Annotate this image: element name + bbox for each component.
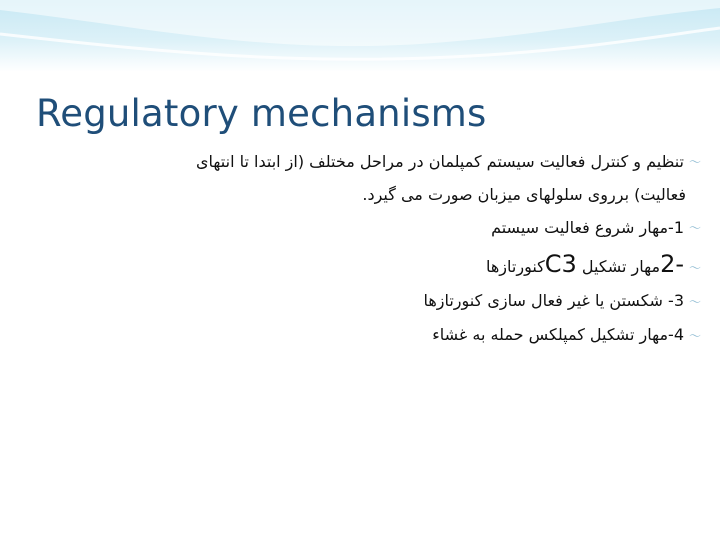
wave-bullet-icon: 〜 <box>688 294 701 309</box>
bullet-item <box>80 284 702 318</box>
bullet-prefix: مهار تشکیل <box>581 257 661 276</box>
slide-title: Regulatory mechanisms <box>36 92 487 135</box>
bullet-code: C3 <box>544 250 577 278</box>
wave-bullet-icon: 〜 <box>688 155 701 169</box>
bullet-text: 4-مهار تشکیل کمپلکس حمله به غشاء <box>432 325 684 344</box>
wave-bullet-icon: 〜 <box>688 328 701 343</box>
bullet-suffix: کنورتازها <box>485 257 545 276</box>
bullet-continuation <box>80 178 702 211</box>
bullet-item <box>80 318 702 352</box>
bullet-item <box>80 244 702 284</box>
bullet-continuation-text: فعالیت) برروی سلولهای میزبان صورت می گیرد. <box>362 185 686 204</box>
bullet-item <box>80 145 702 178</box>
bullet-text: 1-مهار شروع فعالیت سیستم <box>491 218 684 237</box>
bullet-text: 3- شکستن یا غیر فعال سازی کنورتازها <box>423 291 684 310</box>
header-swoosh-decoration <box>0 0 720 72</box>
bullet-number: 2- <box>660 250 684 278</box>
wave-bullet-icon: 〜 <box>688 260 701 275</box>
wave-bullet-icon: 〜 <box>688 221 701 235</box>
bullet-text: تنظیم و کنترل فعالیت سیستم کمپلمان در مراحل مختلف (از ابتدا تا انتهای <box>196 152 684 171</box>
bullet-list <box>80 145 702 352</box>
bullet-item <box>80 211 702 244</box>
